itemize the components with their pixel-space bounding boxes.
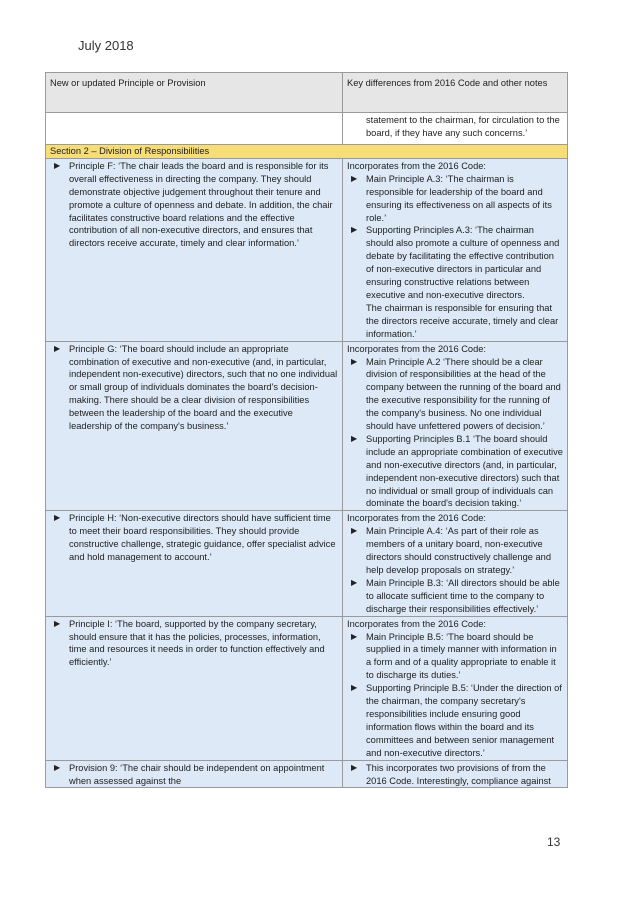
bullet-triangle-icon: ▶	[54, 762, 61, 772]
list-item: ▶ Main Principle A.2 ‘There should be a clear division of responsibilities at the head of the company between the running of the board and the executive responsibility for the running of the company's business. No one individual should have unfettered powers of decision.’	[351, 356, 561, 432]
header-date: July 2018	[78, 38, 134, 53]
section-heading-row	[46, 145, 568, 159]
bullet-triangle-icon: ▶	[351, 173, 358, 183]
column-header-principle: New or updated Principle or Provision	[46, 73, 343, 113]
bullet-triangle-icon: ▶	[351, 526, 358, 536]
bullet-triangle-icon: ▶	[351, 225, 358, 235]
notes-tail: The chairman is responsible for ensuring that the directors receive accurate, timely and clear information.’	[366, 302, 559, 339]
table-cell-notes	[343, 616, 568, 760]
list-item: ▶ Principle G: ‘The board should include an appropriate combination of executive and non-executive (and, in particular, independent non-executive) directors, such that no one individual or small group of individuals dominates the board's decision-making. There should be a clear division of responsibilities between the leadership of the board and the executive leadership of the company's business.’	[54, 343, 338, 432]
bullet-triangle-icon: ▶	[351, 683, 358, 693]
table-header-row	[46, 73, 568, 113]
list-item: ▶ Main Principle A.4: ‘As part of their role as members of a unitary board, non-executive directors should constructively challenge and help develop proposals on strategy.’	[351, 526, 552, 575]
bullet-triangle-icon: ▶	[351, 433, 358, 443]
bullet-triangle-icon: ▶	[351, 577, 358, 587]
bullet-triangle-icon: ▶	[351, 762, 358, 772]
bullet-triangle-icon: ▶	[54, 618, 61, 628]
table-row-continuation	[46, 113, 568, 145]
table-cell-principle	[46, 616, 343, 760]
table-row-principle-h	[46, 511, 568, 616]
column-header-key-differences: Key differences from 2016 Code and other notes	[343, 73, 568, 113]
continuation-text: statement to the chairman, for circulation to the board, if they have any such concerns.’	[366, 115, 560, 138]
notes-intro: Incorporates from the 2016 Code:	[347, 343, 487, 354]
table-cell-principle	[46, 341, 343, 511]
table-cell-empty	[46, 113, 343, 145]
bullet-triangle-icon: ▶	[351, 631, 358, 641]
list-item: ▶ Main Principle B.5: ‘The board should be supplied in a timely manner with information in a form and of a quality appropriate to enable it to discharge its duties.’	[351, 631, 557, 681]
table-cell-principle	[46, 760, 343, 788]
section-title: Section 2 – Division of Responsibilities	[46, 145, 568, 159]
table-row-principle-i	[46, 616, 568, 760]
list-item: ▶ Principle H: ‘Non-executive directors should have sufficient time to meet their board responsibilities. They should provide constructive challenge, strategic guidance, offer specialist advice and hold management to account.’	[54, 513, 336, 563]
table-cell-notes	[343, 511, 568, 616]
page-number: 13	[547, 835, 561, 849]
list-item: ▶ Principle I: ‘The board, supported by the company secretary, should ensure that it has the policies, processes, information, time and resources it needs in order to function effectively and efficiently.’	[54, 618, 325, 668]
notes-intro: Incorporates from the 2016 Code:	[347, 618, 487, 629]
table-cell-notes	[343, 760, 568, 788]
bullet-triangle-icon: ▶	[54, 343, 61, 353]
list-item: ▶ Principle F: ‘The chair leads the board and is responsible for its overall effectiveness in directing the company. They should demonstrate objective judgement throughout their tenure and promote a culture of openness and debate. In addition, the chair facilitates constructive board relations and the effective contribution of all non-executive directors, and ensures that directors receive accurate, timely and clear information.’	[54, 160, 333, 249]
table-cell-continuation	[343, 113, 568, 145]
table-cell-notes	[343, 158, 568, 341]
bullet-triangle-icon: ▶	[54, 513, 61, 523]
principles-table	[45, 72, 568, 788]
list-item: ▶ Supporting Principle B.5: ‘Under the direction of the chairman, the company secretary's responsibilities include ensuring good information flows within the board and its committees and between senior management and non-executive directors.’	[351, 683, 562, 758]
list-item: ▶ Main Principle B.3: ‘All directors should be able to allocate sufficient time to the company to discharge their responsibilities effectively.’	[351, 577, 560, 614]
table-cell-principle	[46, 158, 343, 341]
table-row-principle-g	[46, 341, 568, 511]
table-cell-principle	[46, 511, 343, 616]
list-item: ▶ Provision 9: ‘The chair should be independent on appointment when assessed against the	[54, 762, 325, 786]
notes-intro: Incorporates from the 2016 Code:	[347, 513, 487, 524]
bullet-triangle-icon: ▶	[54, 160, 61, 170]
table-cell-notes	[343, 341, 568, 511]
list-item: ▶ Main Principle A.3: ‘The chairman is responsible for leadership of the board and ensuring its effectiveness on all aspects of its role.’	[351, 173, 552, 223]
notes-intro: Incorporates from the 2016 Code:	[347, 160, 487, 171]
list-item: ▶ Supporting Principles A.3: ‘The chairman should also promote a culture of openness and debate by facilitating the effective contribution of non-executive directors in particular and ensuring constructive relations between executive and non-executive directors.	[351, 225, 560, 300]
list-item: ▶ Supporting Principles B.1 ‘The board should include an appropriate combination of executive and non-executive directors (and, in particular, independent non-executive directors) such that no individual or small group of individuals can dominate the board's decision taking.’	[351, 433, 563, 509]
table-row-provision-9	[46, 760, 568, 788]
table-row-principle-f	[46, 158, 568, 341]
list-item: ▶ This incorporates two provisions of from the 2016 Code. Interestingly, compliance against	[351, 762, 551, 786]
bullet-triangle-icon: ▶	[351, 356, 358, 366]
